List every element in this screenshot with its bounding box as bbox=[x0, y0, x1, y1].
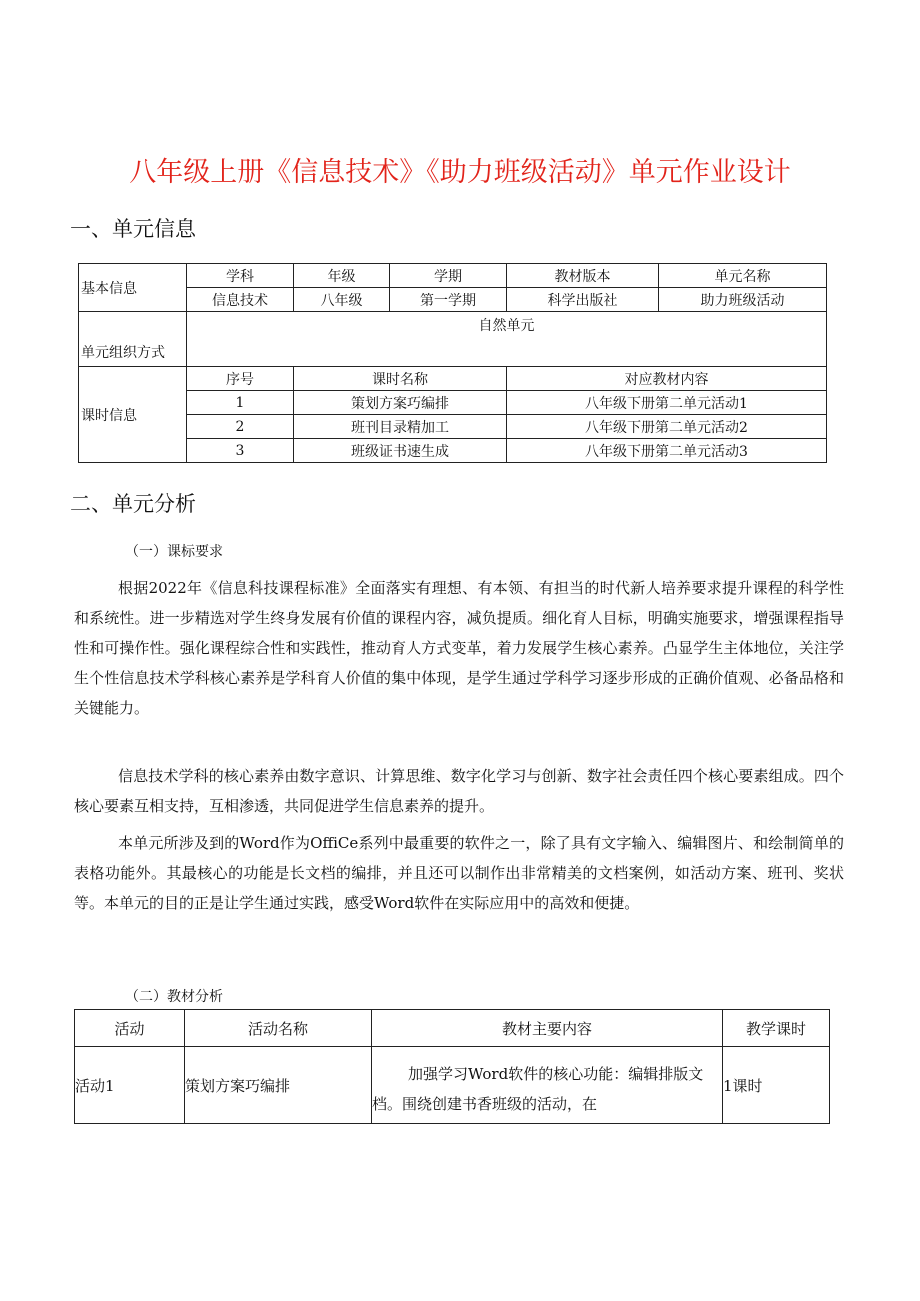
table-row bbox=[79, 312, 827, 367]
lesson-content: 八年级下册第二单元活动3 bbox=[507, 439, 827, 463]
hours-cell: 1课时 bbox=[723, 1047, 830, 1124]
org-label: 单元组织方式 bbox=[79, 312, 187, 367]
value-cell: 科学出版社 bbox=[507, 288, 659, 312]
subheading-curriculum-standard: （一）课标要求 bbox=[125, 544, 223, 560]
header-cell: 学期 bbox=[390, 264, 507, 288]
header-cell: 活动 bbox=[75, 1010, 185, 1047]
lesson-content: 八年级下册第二单元活动1 bbox=[507, 391, 827, 415]
unit-info-table bbox=[78, 263, 827, 463]
table-row bbox=[75, 1010, 830, 1047]
table-row bbox=[79, 288, 827, 312]
header-cell: 序号 bbox=[187, 367, 294, 391]
lesson-name: 班级证书速生成 bbox=[294, 439, 507, 463]
paragraph: 本单元所涉及到的Word作为OffiCe系列中最重要的软件之一，除了具有文字输入、编辑图片、和绘制简单的表格功能外。其最核心的功能是长文档的编排，并且还可以制作出非常精美的文档案例，如活动方案、班刊、奖状等。本单元的目的正是让学生通过实践，感受Word软件在实际应用中的高效和便捷。 bbox=[74, 834, 844, 912]
subheading-material-analysis: （二）教材分析 bbox=[125, 989, 223, 1005]
material-analysis-table bbox=[74, 1009, 830, 1124]
basic-info-label: 基本信息 bbox=[79, 264, 187, 312]
section-heading-unit-info: 一、单元信息 bbox=[70, 217, 196, 241]
value-cell: 助力班级活动 bbox=[659, 288, 827, 312]
lesson-no: 3 bbox=[187, 439, 294, 463]
paragraph: 根据2022年《信息科技课程标准》全面落实有理想、有本领、有担当的时代新人培养要求提升课程的科学性和系统性。进一步精选对学生终身发展有价值的课程内容，减负提质。细化育人目标，明确实施要求，增强课程指导性和可操作性。强化课程综合性和实践性，推动育人方式变革，着力发展学生核心素养。凸显学生主体地位，关注学生个性信息技术学科核心素养是学科育人价值的集中体现，是学生通过学科学习逐步形成的正确价值观、必备品格和关键能力。 bbox=[74, 579, 844, 717]
header-cell: 教学课时 bbox=[723, 1010, 830, 1047]
org-value: 自然单元 bbox=[187, 312, 827, 367]
lesson-name: 策划方案巧编排 bbox=[294, 391, 507, 415]
table-row bbox=[79, 367, 827, 391]
lesson-content: 八年级下册第二单元活动2 bbox=[507, 415, 827, 439]
lesson-no: 1 bbox=[187, 391, 294, 415]
header-cell: 单元名称 bbox=[659, 264, 827, 288]
lesson-info-label: 课时信息 bbox=[79, 367, 187, 463]
activity-cell: 活动1 bbox=[75, 1047, 185, 1124]
table-row bbox=[79, 415, 827, 439]
header-cell: 教材主要内容 bbox=[372, 1010, 723, 1047]
value-cell: 信息技术 bbox=[187, 288, 294, 312]
value-cell: 八年级 bbox=[294, 288, 390, 312]
table-row bbox=[79, 264, 827, 288]
header-cell: 课时名称 bbox=[294, 367, 507, 391]
lesson-no: 2 bbox=[187, 415, 294, 439]
header-cell: 学科 bbox=[187, 264, 294, 288]
lesson-name: 班刊目录精加工 bbox=[294, 415, 507, 439]
header-cell: 活动名称 bbox=[185, 1010, 372, 1047]
table-row bbox=[75, 1047, 830, 1124]
document-title: 八年级上册《信息技术》《助力班级活动》单元作业设计 bbox=[129, 157, 791, 188]
content-cell: 加强学习Word软件的核心功能：编辑排版文档。围绕创建书香班级的活动，在 bbox=[372, 1047, 723, 1124]
activity-name-cell: 策划方案巧编排 bbox=[185, 1047, 372, 1124]
header-cell: 教材版本 bbox=[507, 264, 659, 288]
section-heading-unit-analysis: 二、单元分析 bbox=[70, 492, 196, 516]
header-cell: 年级 bbox=[294, 264, 390, 288]
paragraph: 信息技术学科的核心素养由数字意识、计算思维、数字化学习与创新、数字社会责任四个核心要素组成。四个核心要素互相支持，互相渗透，共同促进学生信息素养的提升。 bbox=[74, 767, 844, 815]
table-row bbox=[79, 439, 827, 463]
header-cell: 对应教材内容 bbox=[507, 367, 827, 391]
table-row bbox=[79, 391, 827, 415]
value-cell: 第一学期 bbox=[390, 288, 507, 312]
